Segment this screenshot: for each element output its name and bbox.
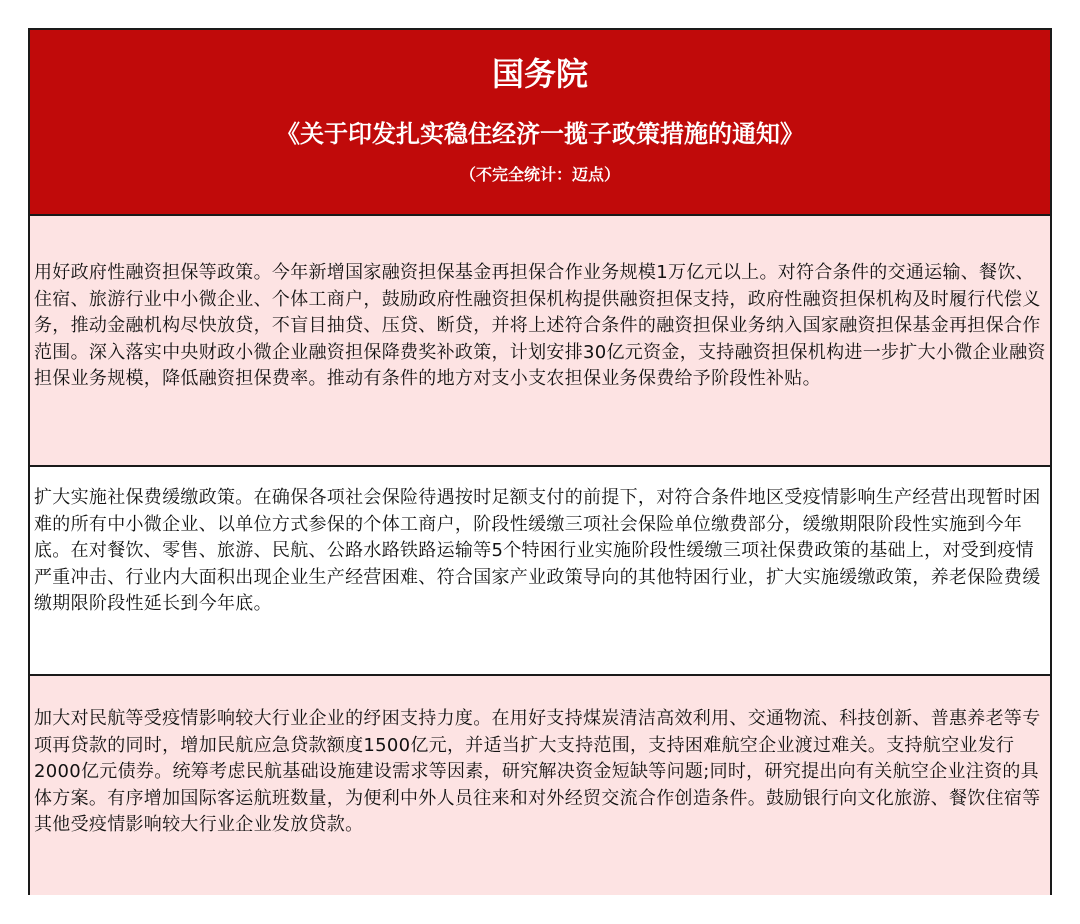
policy-section-financing-guarantee <box>30 216 1050 467</box>
document-title: 《关于印发扎实稳住经济一揽子政策措施的通知》 <box>276 120 804 148</box>
notice-header <box>30 30 1050 216</box>
policy-section-aviation-relief <box>30 676 1050 895</box>
policy-text: 加大对民航等受疫情影响较大行业企业的纾困支持力度。在用好支持煤炭清洁高效利用、交通物流、科技创新、普惠养老等专项再贷款的同时，增加民航应急贷款额度1500亿元，并适当扩大支持范围，支持困难航空企业渡过难关。支持航空业发行2000亿元债券。统筹考虑民航基础设施建设需求等因素，研究解决资金短缺等问题;同时，研究提出向有关航空企业注资的具体方案。有序增加国际客运航班数量，为便利中外人员往来和对外经贸交流合作创造条件。鼓励银行向文化旅游、餐饮住宿等其他受疫情影响较大行业企业发放贷款。 <box>34 708 1041 836</box>
policy-text: 扩大实施社保费缓缴政策。在确保各项社会保险待遇按时足额支付的前提下，对符合条件地区受疫情影响生产经营出现暂时困难的所有中小微企业、以单位方式参保的个体工商户，阶段性缓缴三项社会保险单位缴费部分，缓缴期限阶段性实施到今年底。在对餐饮、零售、旅游、民航、公路水路铁路运输等5个特困行业实施阶段性缓缴三项社保费政策的基础上，对受到疫情严重冲击、行业内大面积出现企业生产经营困难、符合国家产业政策导向的其他特困行业，扩大实施缓缴政策，养老保险费缓缴期限阶段性延长到今年底。 <box>34 487 1041 615</box>
policy-notice-frame <box>28 28 1052 895</box>
issuing-organization: 国务院 <box>491 55 588 93</box>
statistics-source-note: （不完全统计：迈点） <box>459 165 620 184</box>
policy-text: 用好政府性融资担保等政策。今年新增国家融资担保基金再担保合作业务规模1万亿元以上。对符合条件的交通运输、餐饮、住宿、旅游行业中小微企业、个体工商户，鼓励政府性融资担保机构提供融资担保支持，政府性融资担保机构及时履行代偿义务，推动金融机构尽快放贷，不盲目抽贷、压贷、断贷，并将上述符合条件的融资担保业务纳入国家融资担保基金再担保合作范围。深入落实中央财政小微企业融资担保降费奖补政策，计划安排30亿元资金，支持融资担保机构进一步扩大小微企业融资担保业务规模，降低融资担保费率。推动有条件的地方对支小支农担保业务保费给予阶段性补贴。 <box>34 262 1046 390</box>
policy-section-social-insurance-deferral <box>30 467 1050 676</box>
